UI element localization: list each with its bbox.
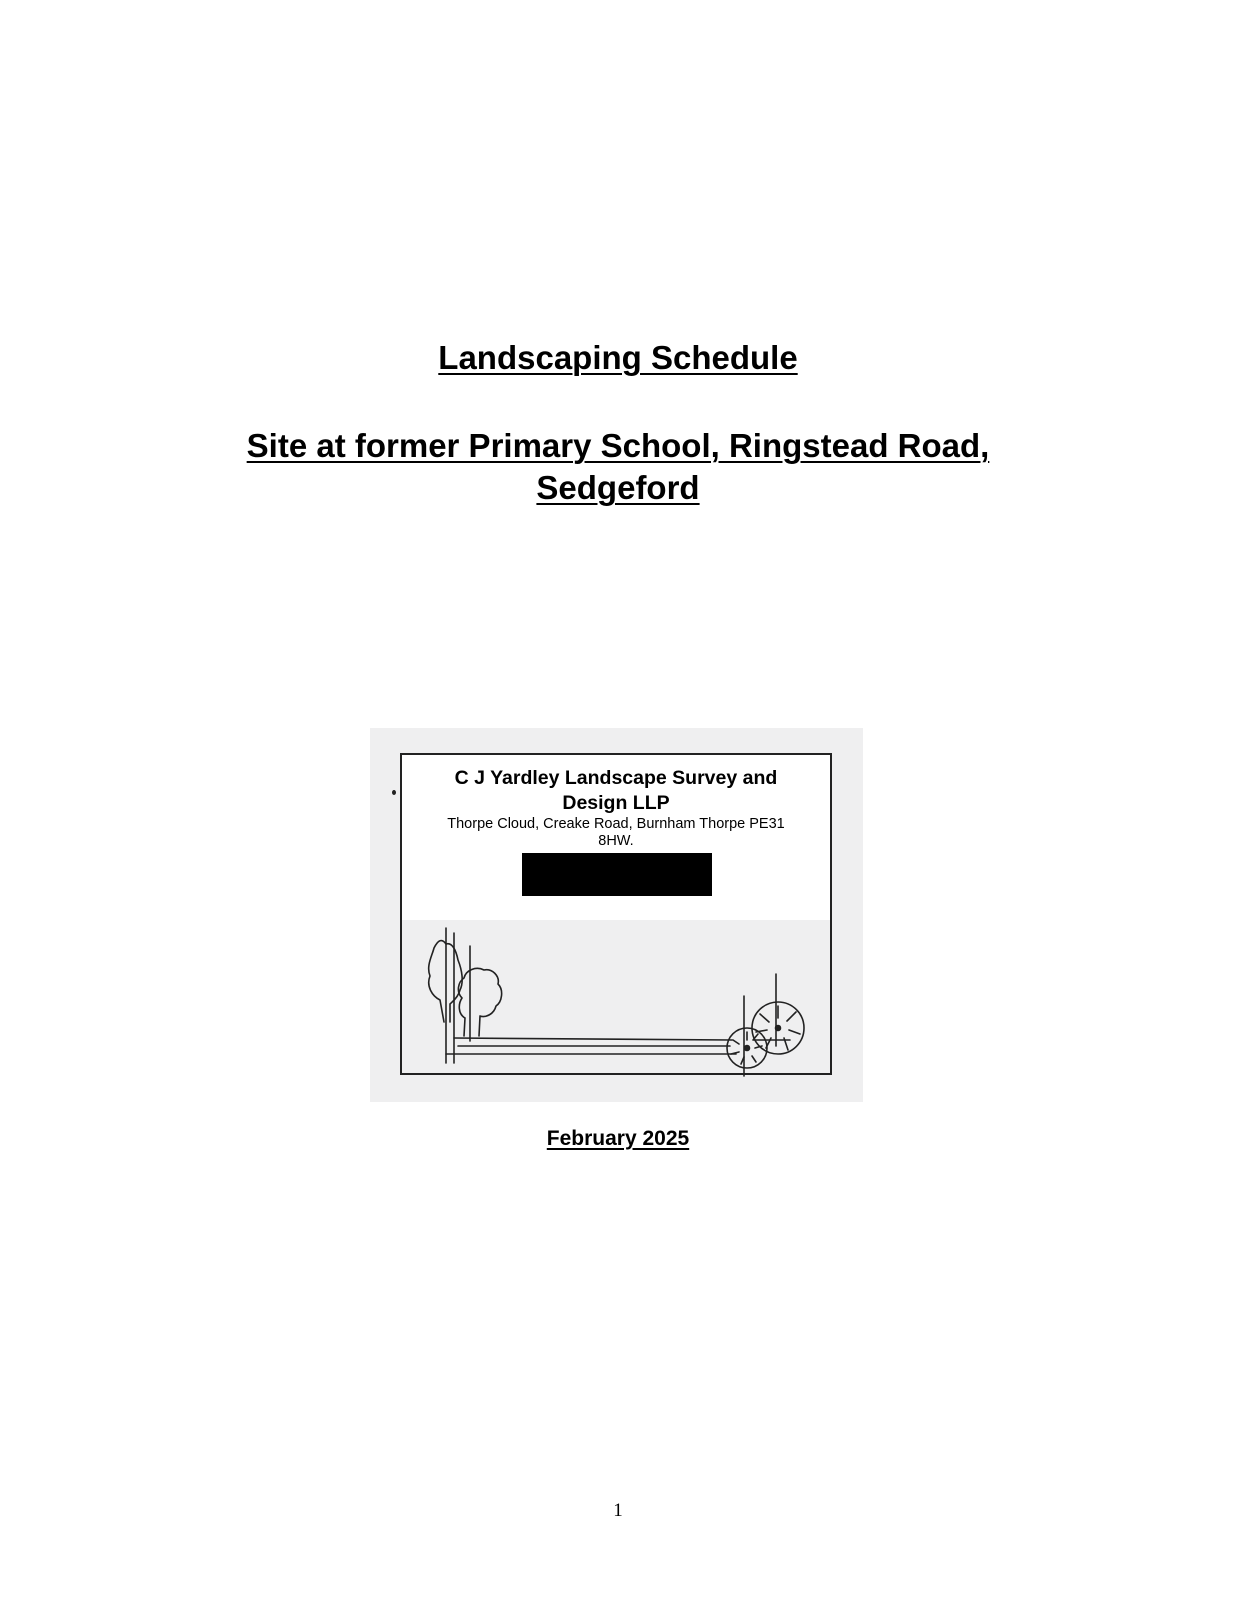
- subtitle-line-2: Sedgeford: [536, 469, 700, 506]
- trees-landscape-logo-icon: [370, 728, 863, 1102]
- company-address-line-2: 8HW.: [598, 833, 634, 849]
- subtitle-line-1: Site at former Primary School, Ringstead Road,: [246, 427, 990, 464]
- document-date: February 2025: [546, 1127, 690, 1150]
- page-number: 1: [613, 1500, 623, 1521]
- document-subtitle: [0, 425, 1236, 509]
- company-address-line-1: Thorpe Cloud, Creake Road, Burnham Thorpe PE31: [447, 816, 785, 832]
- company-name-line-2: Design LLP: [562, 792, 670, 814]
- company-name-line-1: C J Yardley Landscape Survey and: [454, 767, 778, 789]
- company-logo-card: [370, 728, 863, 1102]
- document-title: Landscaping Schedule: [438, 339, 798, 376]
